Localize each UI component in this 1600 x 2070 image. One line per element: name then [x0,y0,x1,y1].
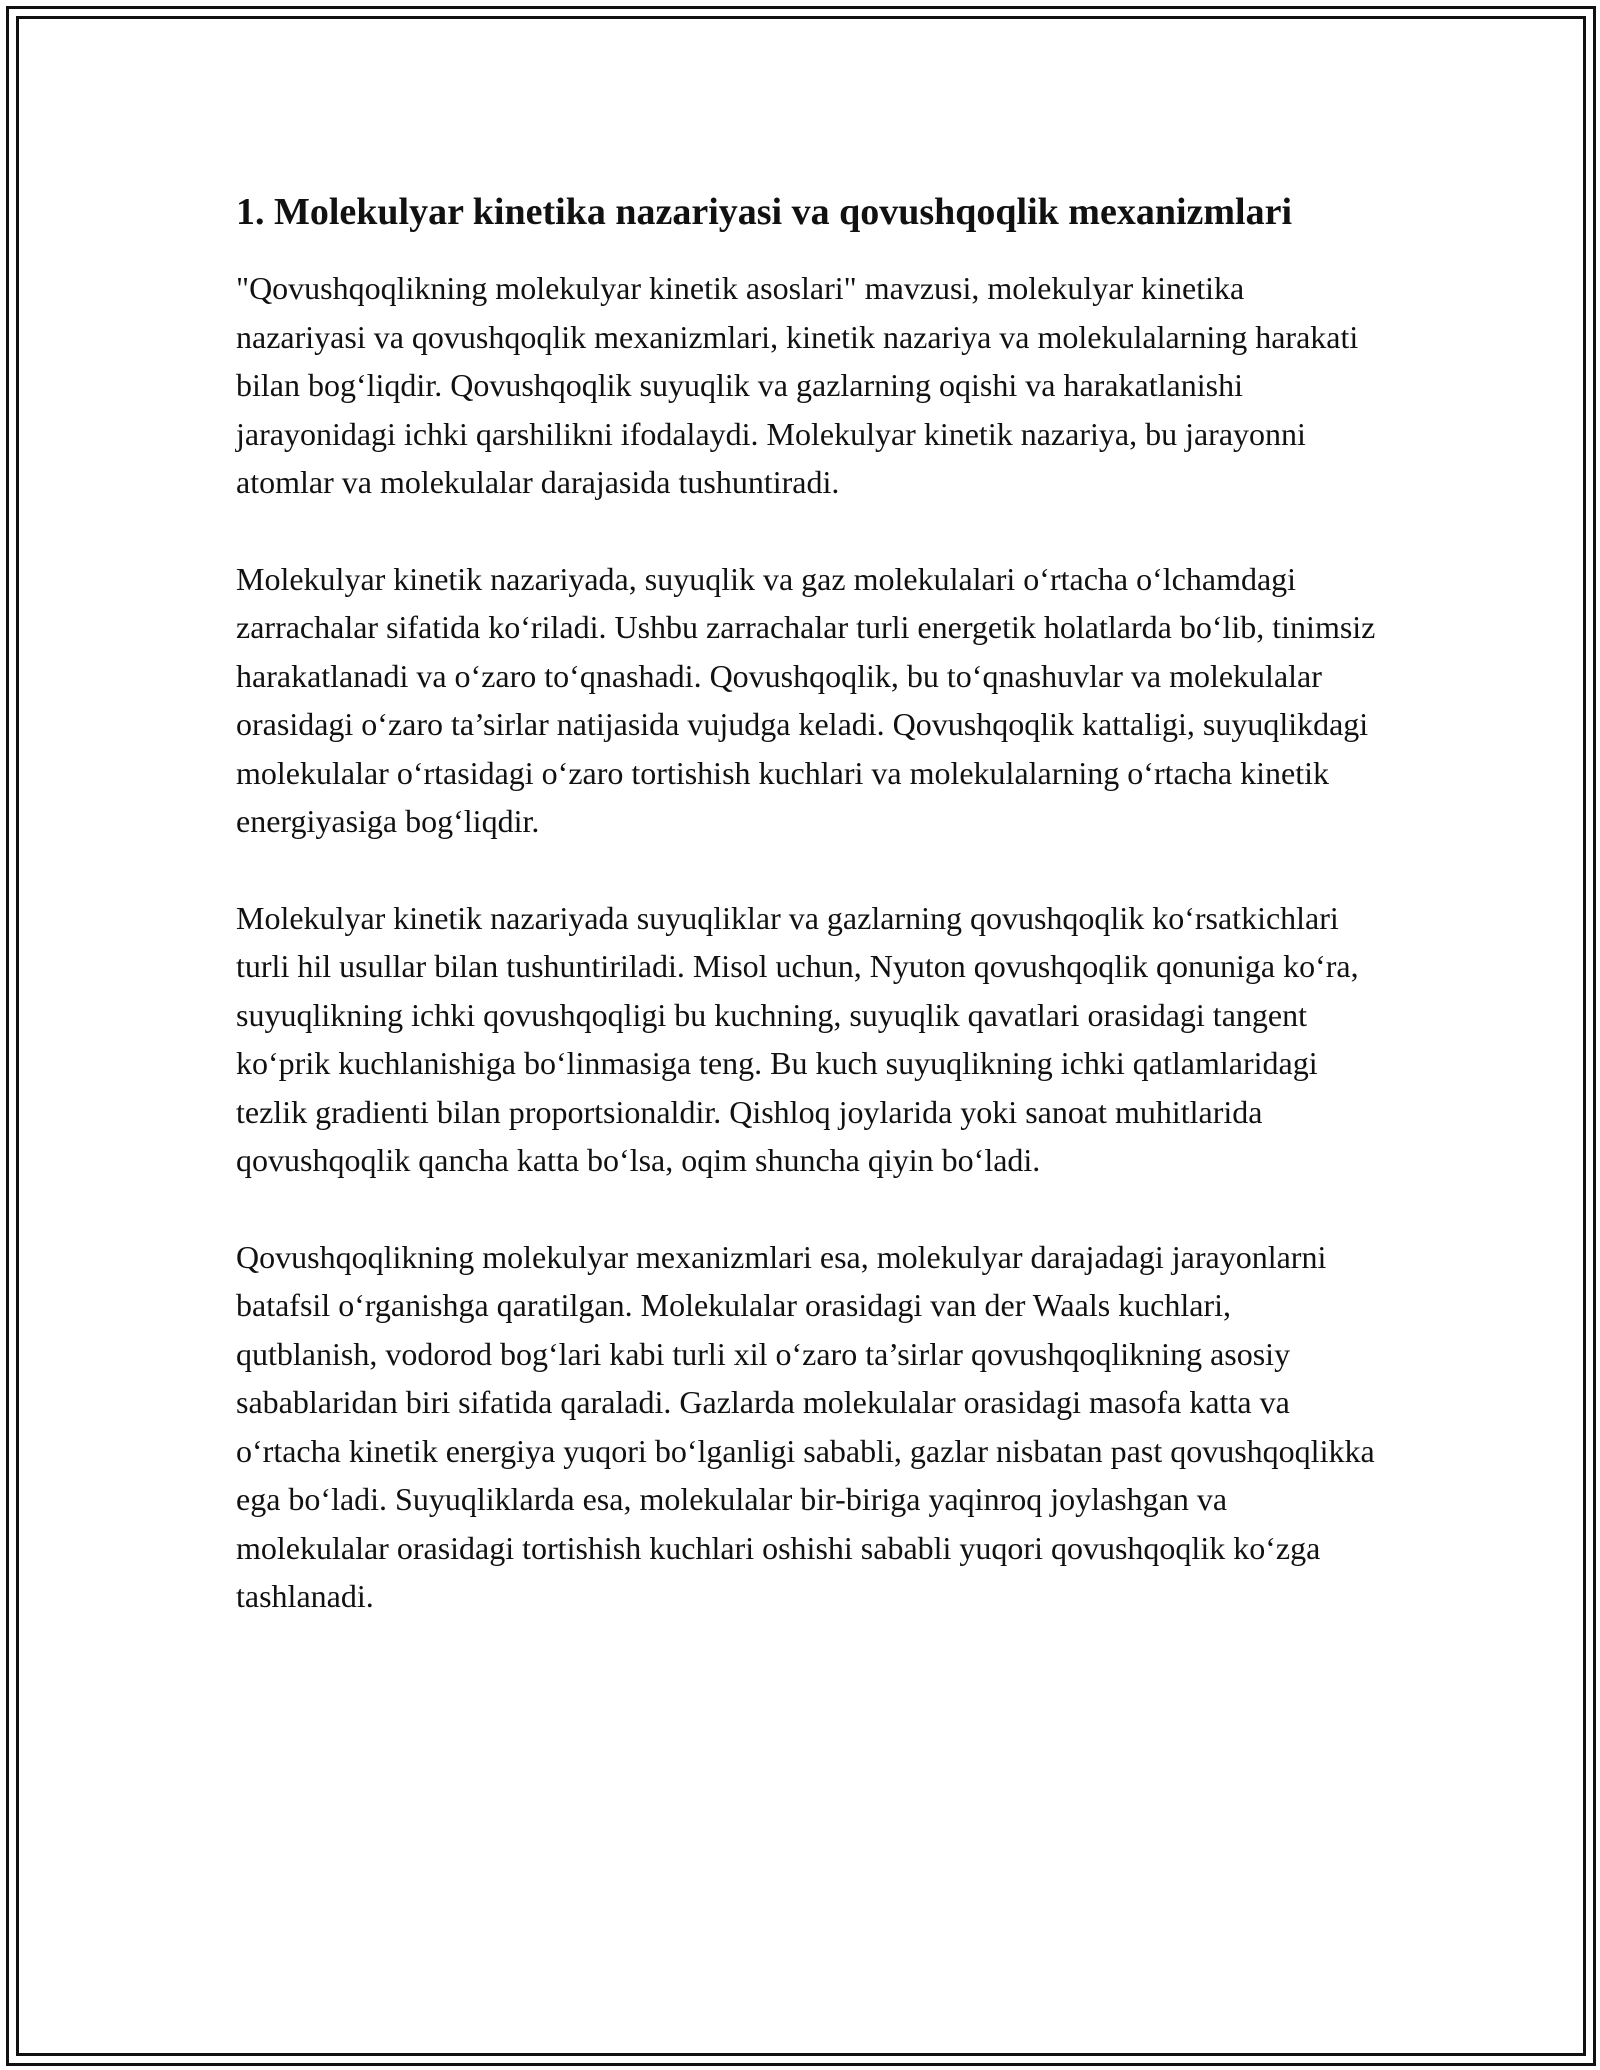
paragraph-2: Molekulyar kinetik nazariyada, suyuqlik va gaz molekulalari o‘rtacha o‘lchamdagi zarrachalar sifatida ko‘riladi. Ushbu zarrachalar turli energetik holatlarda bo‘lib, tinimsiz harakatlanadi va o‘zaro to‘qnashadi. Qovushqoqlik, bu to‘qnashuvlar va molekulalar orasidagi o‘zaro ta’sirlar natijasida vujudga keladi. Qovushqoqlik kattaligi, suyuqlikdagi molekulalar o‘rtasidagi o‘zaro tortishish kuchlari va molekulalarning o‘rtacha kinetik energiyasiga bog‘liqdir. [236,560,1376,839]
paragraph-4: Qovushqoqlikning molekulyar mexanizmlari esa, molekulyar darajadagi jarayonlarni batafsil o‘rganishga qaratilgan. Molekulalar orasidagi van der Waals kuchlari, qutblanish, vodorod bog‘lari kabi turli xil o‘zaro ta’sirlar qovushqoqlikning asosiy sabablaridan biri sifatida qaraladi. Gazlarda molekulalar orasidagi masofa katta va o‘rtacha kinetik energiya yuqori bo‘lganligi sababli, gazlar nisbatan past qovushqoqlikka ega bo‘ladi. Suyuqliklarda esa, molekulalar bir-biriga yaqinroq joylashgan va molekulalar orasidagi tortishish kuchlari oshishi sababli yuqori qovushqoqlik ko‘zga tashlanadi. [236,1238,1375,1614]
paragraph-1: "Qovushqoqlikning molekulyar kinetik asoslari" mavzusi, molekulyar kinetika nazariyasi va qovushqoqlik mexanizmlari, kinetik nazariya va molekulalarning harakati bilan bog‘liqdir. Qovushqoqlik suyuqlik va gazlarning oqishi va harakatlanishi jarayonidagi ichki qarshilikni ifodalaydi. Molekulyar kinetik nazariya, bu jarayonni atomlar va molekulalar darajasida tushuntiradi. [236,270,1359,500]
document-body [236,185,1376,1669]
paragraph-3: Molekulyar kinetik nazariyada suyuqliklar va gazlarning qovushqoqlik ko‘rsatkichlari turli hil usullar bilan tushuntiriladi. Misol uchun, Nyuton qovushqoqlik qonuniga ko‘ra, suyuqlikning ichki qovushqoqligi bu kuchning, suyuqlik qavatlari orasidagi tangent ko‘prik kuchlanishiga bo‘linmasiga teng. Bu kuch suyuqlikning ichki qatlamlaridagi tezlik gradienti bilan proportsionaldir. Qishloq joylarida yoki sanoat muhitlarida qovushqoqlik qancha katta bo‘lsa, oqim shuncha qiyin bo‘ladi. [236,899,1359,1178]
section-heading: 1. Molekulyar kinetika nazariyasi va qovushqoqlik mexanizmlari [236,191,1293,233]
